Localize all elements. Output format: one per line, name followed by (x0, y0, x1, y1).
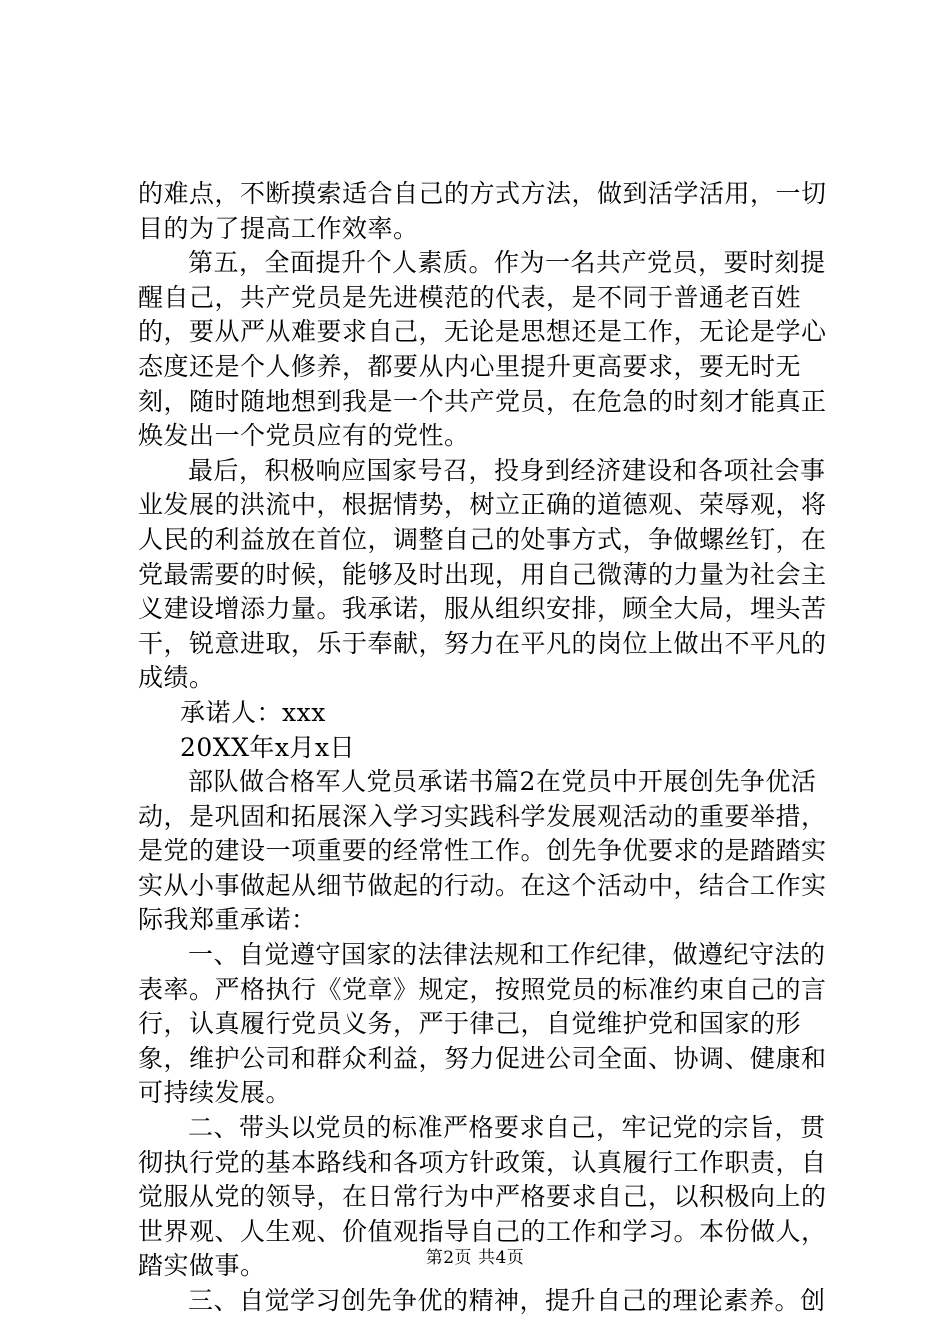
paragraph-item-1: 一、自觉遵守国家的法律法规和工作纪律，做遵纪守法的表率。严格执行《党章》规定，按照党员的标准约束自己的言行，认真履行党员义务，严于律己，自觉维护党和国家的形象，维护公司和群众利益，努力促进公司全面、协调、健康和可持续发展。 (138, 940, 827, 1108)
paragraph-fifth: 第五，全面提升个人素质。作为一名共产党员，要时刻提醒自己，共产党员是先进模范的代表，是不同于普通老百姓的，要从严从难要求自己，无论是思想还是工作，无论是学心态度还是个人修养，都要从内心里提升更高要求，要无时无刻，随时随地想到我是一个共产党员，在危急的时刻才能真正焕发出一个党员应有的党性。 (138, 248, 827, 451)
paragraph-item-2: 二、带头以党员的标准严格要求自己，牢记党的宗旨，贯彻执行党的基本路线和各项方针政策，认真履行工作职责，自觉服从党的领导，在日常行为中严格要求自己，以积极向上的世界观、人生观、价值观指导自己的工作和学习。本份做人，踏实做事。 (138, 1113, 827, 1281)
paragraph-continuation: 的难点，不断摸索适合自己的方式方法，做到活学活用，一切目的为了提高工作效率。 (138, 179, 827, 243)
paragraph-finally: 最后，积极响应国家号召，投身到经济建设和各项社会事业发展的洪流中，根据情势，树立正确的道德观、荣辱观，将人民的利益放在首位，调整自己的处事方式，争做螺丝钉，在党最需要的时候，能够及时出现，用自己微薄的力量为社会主义建设增添力量。我承诺，服从组织安排，顾全大局，埋头苦干，锐意进取，乐于奉献，努力在平凡的岗位上做出不平凡的成绩。 (138, 455, 827, 693)
paragraph-article-2-intro: 部队做合格军人党员承诺书篇2在党员中开展创先争优活动，是巩固和拓展深入学习实践科学发展观活动的重要举措，是党的建设一项重要的经常性工作。创先争优要求的是踏踏实实从小事做起从细节做起的行动。在这个活动中，结合工作实际我郑重承诺： (138, 767, 827, 935)
paragraph-item-3: 三、自觉学习创先争优的精神，提升自己的理论素养。创 (188, 1286, 826, 1315)
signature-promiser: 承诺人：xxx (180, 697, 326, 727)
signature-date: 20XX年x月x日 (180, 732, 356, 762)
page-footer: 第2页 共4页 (425, 1248, 525, 1268)
document-body (138, 177, 838, 1319)
